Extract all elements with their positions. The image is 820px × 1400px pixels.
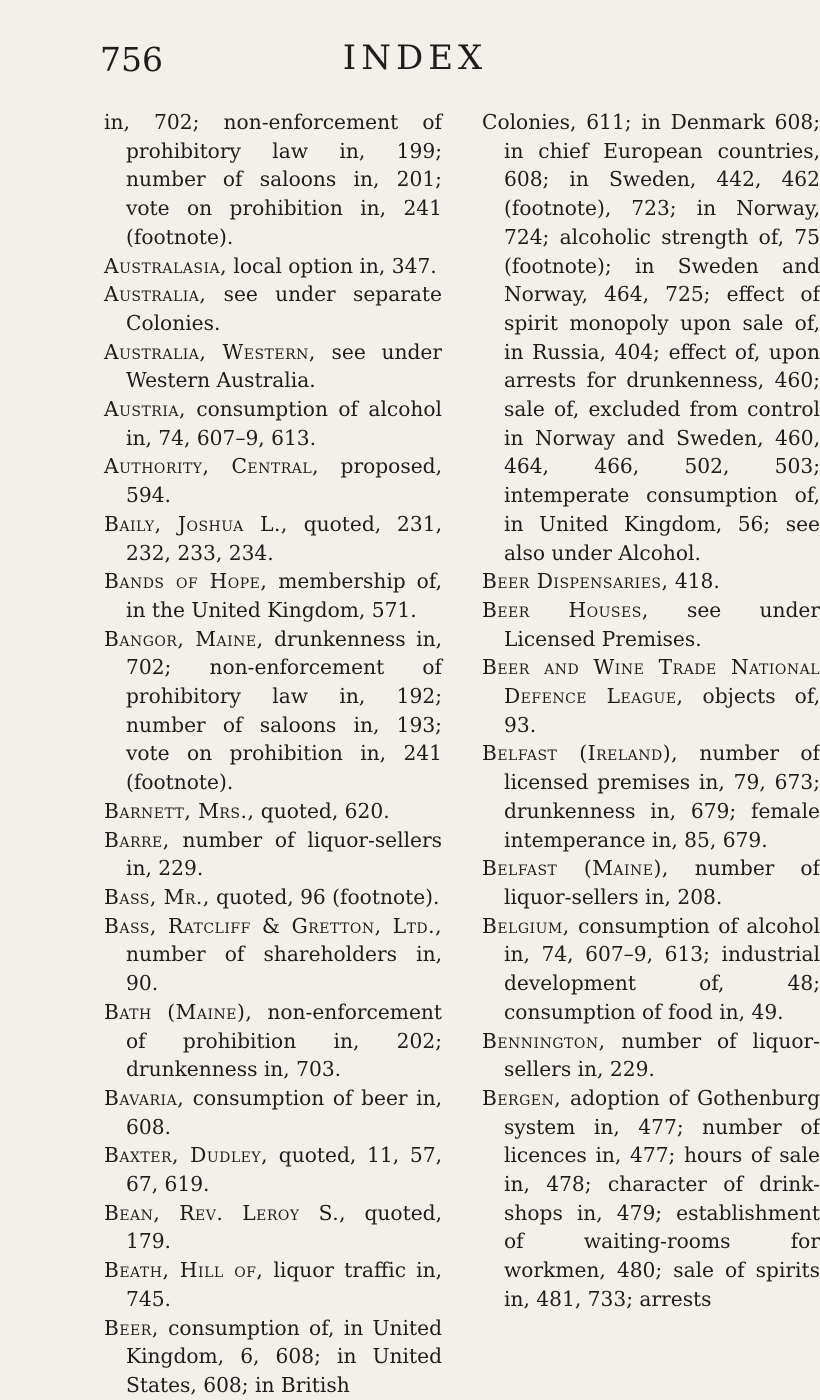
index-entry-text: quoted, 96 (footnote). — [209, 884, 440, 909]
index-headword: Bavaria, — [104, 1085, 185, 1110]
index-entry — [104, 280, 442, 337]
index-entry — [104, 395, 442, 452]
index-entry-text: see under Licensed Premises. — [504, 597, 820, 651]
index-entry-text: number of licensed premises in, 79, 673; drunkenness in, 679; female intemperance in, 85, 679. — [504, 741, 820, 852]
index-entry — [104, 452, 442, 509]
index-entry-text: drunkenness in, 702; non-enforcement of prohibitory law in, 192; number of saloons in, 193; vote on prohibition in, 241 (footnote). — [126, 626, 442, 795]
index-entry — [104, 338, 442, 395]
index-headword: Belfast (Maine), — [482, 856, 669, 881]
index-headword: Beer, — [104, 1315, 159, 1340]
index-headword: Authority, Central, — [104, 454, 320, 479]
index-entry-text: consumption of alcohol in, 74, 607–9, 613; industrial development of, 48; consumption of food in, 49. — [504, 913, 820, 1024]
index-entry — [482, 1084, 820, 1314]
index-entry — [482, 567, 820, 596]
index-entry — [482, 912, 820, 1027]
index-headword: Belfast (Ireland), — [482, 741, 679, 766]
index-headword: Bands of Hope, — [104, 569, 268, 594]
index-entry — [104, 252, 442, 281]
index-entry-text: consumption of alcohol in, 74, 607–9, 613. — [126, 397, 442, 450]
index-entry — [104, 998, 443, 1084]
index-entry-text: non-enforcement of prohibition in, 202; drunkenness in, 703. — [126, 999, 443, 1082]
index-entry-text: consumption of, in United Kingdom, 6, 608; in United States, 608; in British — [126, 1315, 442, 1397]
index-headword: Baily, Joshua L., — [104, 511, 288, 536]
page-number: 756 — [100, 40, 163, 79]
index-entry — [104, 883, 442, 912]
index-entry-text: consumption of beer in, 608. — [126, 1085, 442, 1139]
index-entry-text: adoption of Gothenburg system in, 477; number of licences in, 477; hours of sale in, 478; character of drink-shops in, 479; establishment of waiting-rooms for workmen, 480; sale of spirits in, 481, 733; arrests — [504, 1085, 820, 1311]
index-entry — [104, 1141, 442, 1198]
index-headword: Australia, — [104, 282, 207, 307]
index-entry-text: quoted, 231, 232, 233, 234. — [126, 511, 442, 565]
index-headword: Bergen, — [482, 1085, 562, 1110]
index-headword: Bass, Mr., — [104, 884, 210, 909]
index-entry-text: quoted, 620. — [254, 798, 390, 823]
index-entry — [104, 510, 442, 567]
index-entry — [104, 108, 442, 252]
index-entry-text: membership of, in the United Kingdom, 571. — [126, 569, 442, 622]
index-entry-text: objects of, 93. — [504, 684, 820, 737]
index-headword: Australasia, — [104, 253, 228, 278]
index-entry — [482, 108, 820, 567]
index-entry — [482, 1027, 820, 1084]
index-headword: Bennington, — [482, 1028, 606, 1053]
index-entry — [104, 797, 442, 826]
index-headword: Australia, Western, — [104, 339, 316, 364]
index-headword: Bass, Ratcliff & Gretton, Ltd., — [104, 913, 442, 938]
index-entry-text: proposed, 594. — [126, 454, 442, 508]
index-entry — [482, 739, 820, 854]
index-entry — [482, 653, 820, 739]
index-entry-text: local option in, 347. — [227, 253, 437, 278]
left-column — [104, 108, 442, 1400]
index-entry — [104, 567, 442, 624]
index-entry — [104, 1084, 442, 1141]
index-headword: Barnett, Mrs., — [104, 798, 255, 823]
index-headword: Beer Dispensaries, — [482, 569, 669, 594]
index-headword: Beer Houses, — [482, 597, 649, 622]
index-headword: Belgium, — [482, 913, 570, 938]
index-entry — [104, 1314, 442, 1400]
index-headword: Beer and Wine Trade National Defence League, — [482, 655, 820, 709]
index-entry-text: see under separate Colonies. — [126, 282, 442, 335]
index-entry-text: quoted, 11, 57, 67, 619. — [126, 1143, 442, 1197]
right-column — [482, 108, 820, 1314]
index-headword: Baxter, Dudley, — [104, 1143, 269, 1168]
index-entry-text: number of liquor-sellers in, 229. — [504, 1028, 820, 1082]
index-entry — [104, 912, 442, 998]
index-entry — [104, 1199, 442, 1256]
index-headword: Bean, Rev. Leroy S., — [104, 1200, 347, 1225]
index-entry — [104, 625, 442, 797]
index-headword: Bath (Maine), — [104, 999, 253, 1024]
index-entry-text: in, 702; non-enforcement of prohibitory law in, 199; number of saloons in, 201; vote on prohibition in, 241 (footnote). — [104, 110, 442, 249]
index-entry-text: 418. — [668, 569, 720, 594]
index-entry-text: liquor traffic in, 745. — [126, 1258, 442, 1311]
index-headword: Barre, — [104, 827, 170, 852]
running-head: INDEX — [342, 38, 488, 78]
index-entry-text: number of liquor-sellers in, 229. — [126, 827, 442, 881]
index-entry-text: number of liquor-sellers in, 208. — [504, 856, 820, 909]
index-entry — [104, 1256, 442, 1313]
index-headword: Bangor, Maine, — [104, 626, 264, 651]
index-entry — [482, 596, 820, 653]
index-headword: Austria, — [104, 397, 186, 422]
index-entry-text: see under Western Australia. — [126, 339, 442, 393]
index-entry-text: quoted, 179. — [126, 1200, 442, 1254]
index-entry-text: number of shareholders in, 90. — [126, 942, 442, 996]
index-entry-text: Colonies, 611; in Denmark 608; in chief European countries, 608; in Sweden, 442, 462 (footnote), 723; in Norway, 724; alcoholic strength of, 75 (footnote); in Sweden and Norway, 464, 725; effect of spirit monopoly upon sale of, in Russia, 404; effect of, upon arrests for drunkenness, 460; sale of, excluded from control in Norway and Sweden, 460, 464, 466, 502, 503; intemperate consumption of, in United Kingdom, 56; see also under Alcohol. — [482, 110, 820, 565]
index-entry — [482, 854, 820, 911]
index-headword: Beath, Hill of, — [104, 1258, 264, 1283]
index-entry — [104, 826, 442, 883]
